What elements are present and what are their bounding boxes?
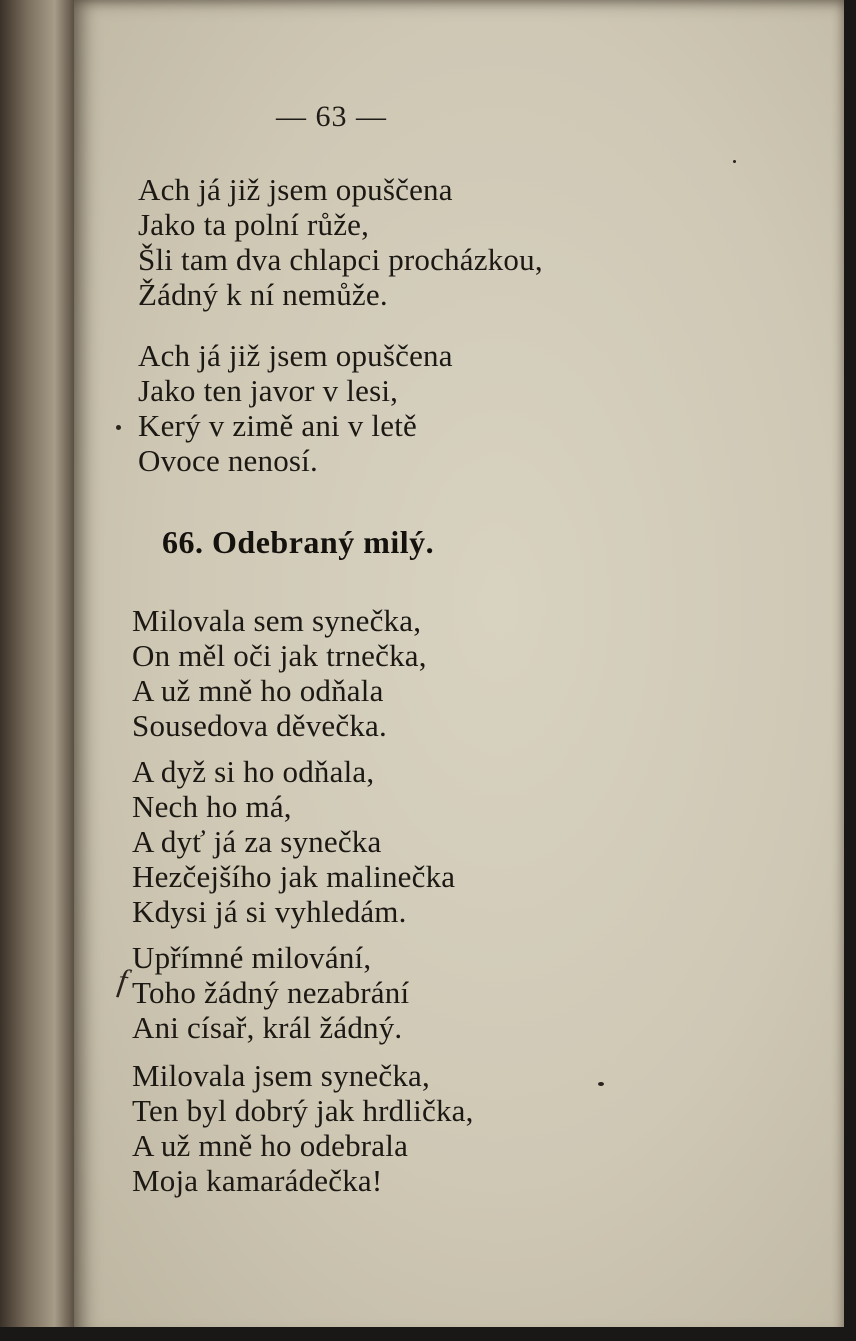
verse-line: Upřímné milování, xyxy=(132,940,372,975)
verse-line: On měl oči jak trnečka, xyxy=(132,638,427,673)
verse-line: A už mně ho odebrala xyxy=(132,1128,409,1163)
handwritten-margin-mark: f xyxy=(115,961,130,999)
verse-line: Milovala sem synečka, xyxy=(132,603,422,638)
verse-line: Milovala jsem synečka, xyxy=(132,1058,430,1093)
verse-line: Hezčejšího jak malinečka xyxy=(132,859,456,894)
book-binding xyxy=(0,0,78,1341)
verse-line: Kerý v zimě ani v letě xyxy=(138,408,417,443)
verse-line: Kdysi já si vyhledám. xyxy=(132,894,407,929)
verse-line: Šli tam dva chlapci procházkou, xyxy=(138,242,543,277)
ink-speck xyxy=(116,425,121,430)
verse-line: Ovoce nenosí. xyxy=(138,443,318,478)
verse-line: Jako ten javor v lesi, xyxy=(138,373,399,408)
page-edge xyxy=(844,0,856,1341)
poem-stanza-3 xyxy=(132,940,409,1045)
verse-line: Ach já již jsem opuščena xyxy=(138,338,453,373)
verse-line: A dyž si ho odňala, xyxy=(132,754,375,789)
verse-line: Ten byl dobrý jak hrdlička, xyxy=(132,1093,474,1128)
poem-stanza-1 xyxy=(132,603,427,743)
ink-speck xyxy=(733,160,736,163)
verse-line: Sousedova děvečka. xyxy=(132,708,387,743)
page-number: — 63 — xyxy=(276,100,387,133)
verse-line: Moja kamarádečka! xyxy=(132,1163,383,1198)
page-bottom-edge xyxy=(0,1327,856,1341)
verse-line: Ach já již jsem opuščena xyxy=(138,172,453,207)
ink-speck xyxy=(598,1082,604,1086)
verse-line: Ani císař, král žádný. xyxy=(132,1010,403,1045)
poem-stanza-2 xyxy=(132,754,455,929)
verse-line: Toho žádný nezabrání xyxy=(132,975,410,1010)
verse-line: Žádný k ní nemůže. xyxy=(138,277,388,312)
poem-title: 66. Odebraný milý. xyxy=(162,524,435,560)
previous-poem-stanza-2 xyxy=(138,338,453,478)
verse-line: Jako ta polní růže, xyxy=(138,207,370,242)
previous-poem-stanza-1 xyxy=(138,172,543,312)
verse-line: A už mně ho odňala xyxy=(132,673,384,708)
verse-line: Nech ho má, xyxy=(132,789,292,824)
verse-line: A dyť já za synečka xyxy=(132,824,382,859)
poem-stanza-4 xyxy=(132,1058,474,1198)
